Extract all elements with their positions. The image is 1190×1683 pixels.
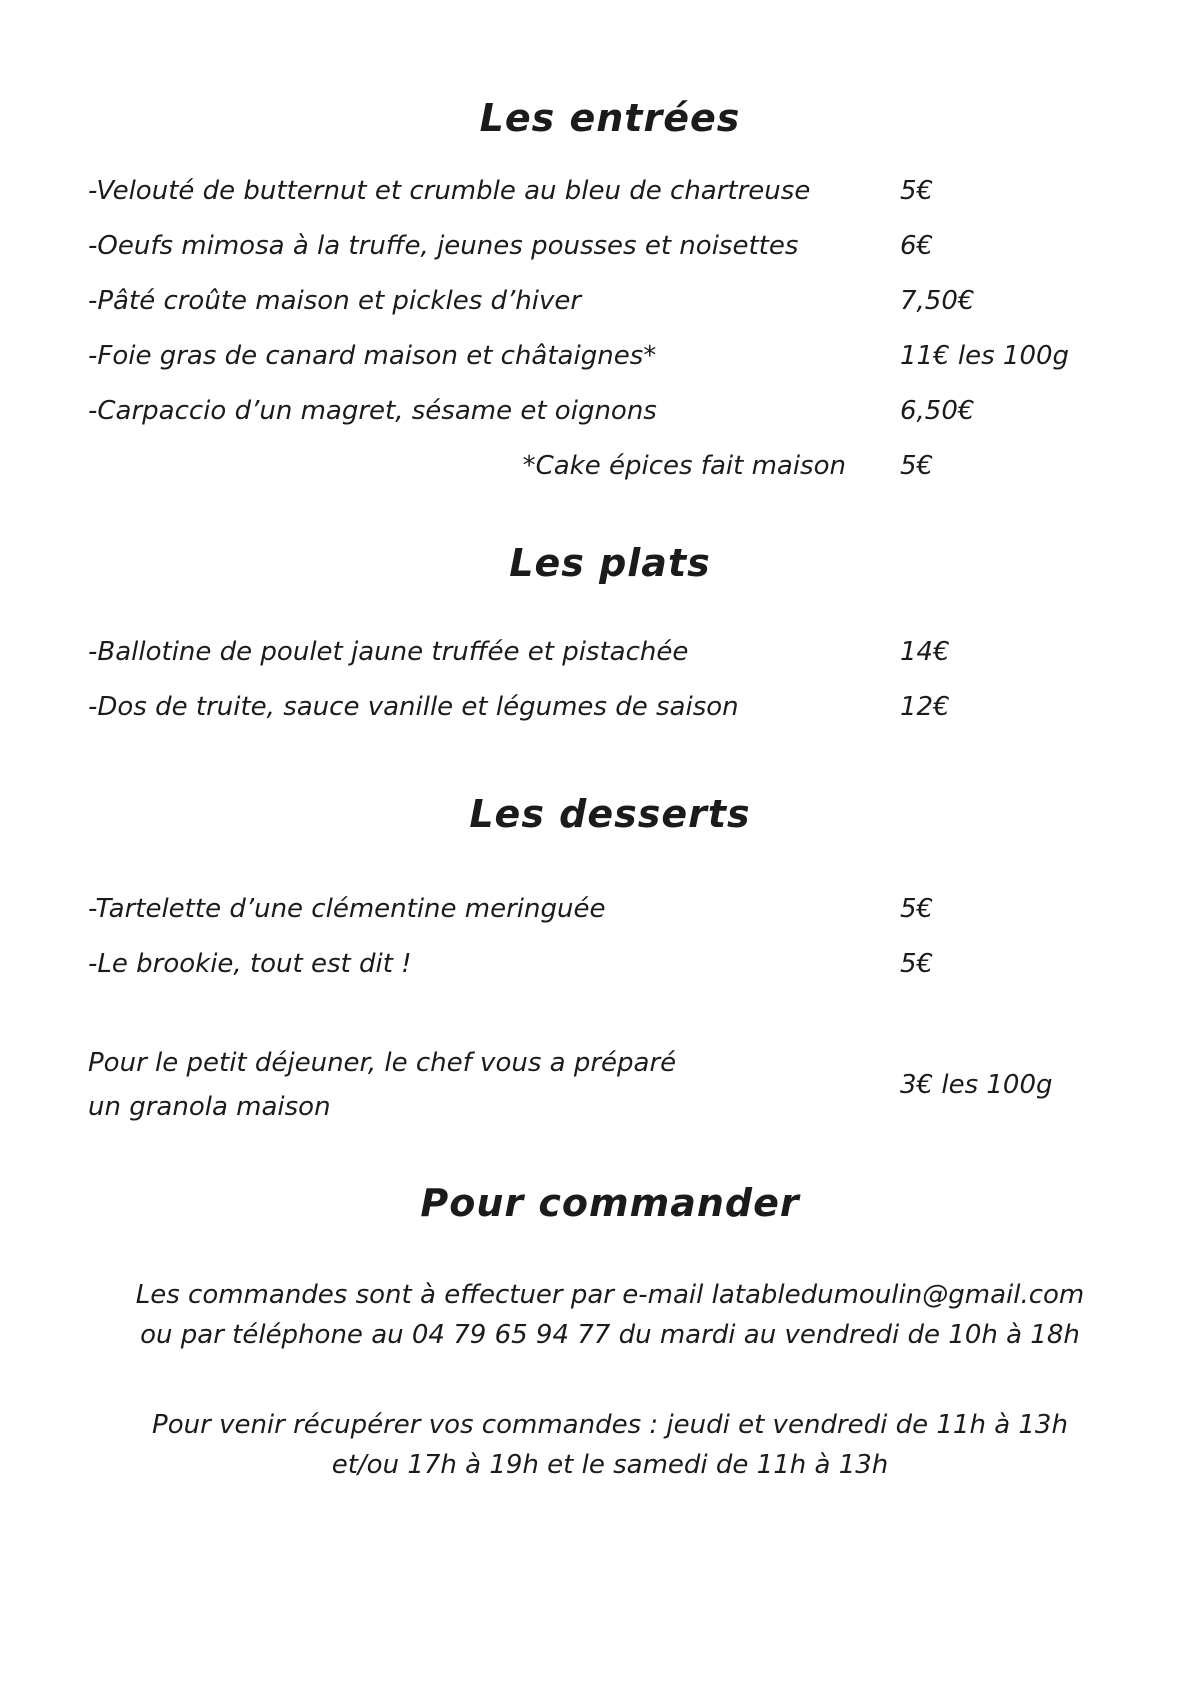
dish-price: 5€	[900, 451, 934, 481]
menu-item-row	[88, 339, 1132, 373]
dish-price: 6€	[900, 231, 934, 261]
dish-name: -Carpaccio d’un magret, sésame et oignons	[88, 396, 657, 426]
dish-price: 6,50€	[900, 396, 975, 426]
dish-price: 14€	[900, 637, 950, 667]
pickup-info-paragraph	[88, 1405, 1132, 1485]
breakfast-line1: Pour le petit déjeuner, le chef vous a préparé	[88, 1048, 677, 1078]
dish-price: 3€ les 100g	[900, 1070, 1053, 1100]
menu-item-row	[88, 174, 1132, 208]
dish-name: -Le brookie, tout est dit !	[88, 949, 412, 979]
section-title-desserts: Les desserts	[469, 792, 751, 836]
dish-name: -Pâté croûte maison et pickles d’hiver	[88, 286, 582, 316]
dish-price: 12€	[900, 692, 950, 722]
breakfast-item-row	[88, 1041, 1132, 1129]
dish-price: 5€	[900, 176, 934, 206]
order-info-paragraph	[88, 1275, 1132, 1355]
dish-name: -Oeufs mimosa à la truffe, jeunes pousses et noisettes	[88, 231, 799, 261]
menu-item-row	[88, 635, 1132, 669]
breakfast-line2: un granola maison	[88, 1092, 331, 1122]
dish-price: 5€	[900, 894, 934, 924]
dish-price: 7,50€	[900, 286, 975, 316]
dish-name: -Ballotine de poulet jaune truffée et pistachée	[88, 637, 689, 667]
dish-price: 5€	[900, 949, 934, 979]
section-title-commander: Pour commander	[420, 1181, 800, 1225]
order-info-line2: ou par téléphone au 04 79 65 94 77 du mardi au vendredi de 10h à 18h	[140, 1320, 1080, 1350]
dish-name: *Cake épices fait maison	[522, 451, 846, 481]
menu-footnote-row	[88, 449, 1132, 483]
menu-item-row	[88, 229, 1132, 263]
pickup-info-line2: et/ou 17h à 19h et le samedi de 11h à 13h	[331, 1450, 889, 1480]
order-info-line1: Les commandes sont à effectuer par e-mail latabledumoulin@gmail.com	[135, 1280, 1085, 1310]
dish-name: -Velouté de butternut et crumble au bleu de chartreuse	[88, 176, 811, 206]
section-title-entrees: Les entrées	[479, 96, 741, 140]
menu-item-row	[88, 284, 1132, 318]
menu-item-row	[88, 947, 1132, 981]
section-title-plats: Les plats	[509, 541, 711, 585]
dish-name: -Foie gras de canard maison et châtaignes*	[88, 341, 657, 371]
menu-item-row	[88, 892, 1132, 926]
pickup-info-line1: Pour venir récupérer vos commandes : jeudi et vendredi de 11h à 13h	[152, 1410, 1068, 1440]
dish-name: -Tartelette d’une clémentine meringuée	[88, 894, 606, 924]
dish-price: 11€ les 100g	[900, 341, 1070, 371]
menu-item-row	[88, 690, 1132, 724]
dish-name	[88, 1041, 892, 1129]
dish-name: -Dos de truite, sauce vanille et légumes de saison	[88, 692, 739, 722]
menu-item-row	[88, 394, 1132, 428]
